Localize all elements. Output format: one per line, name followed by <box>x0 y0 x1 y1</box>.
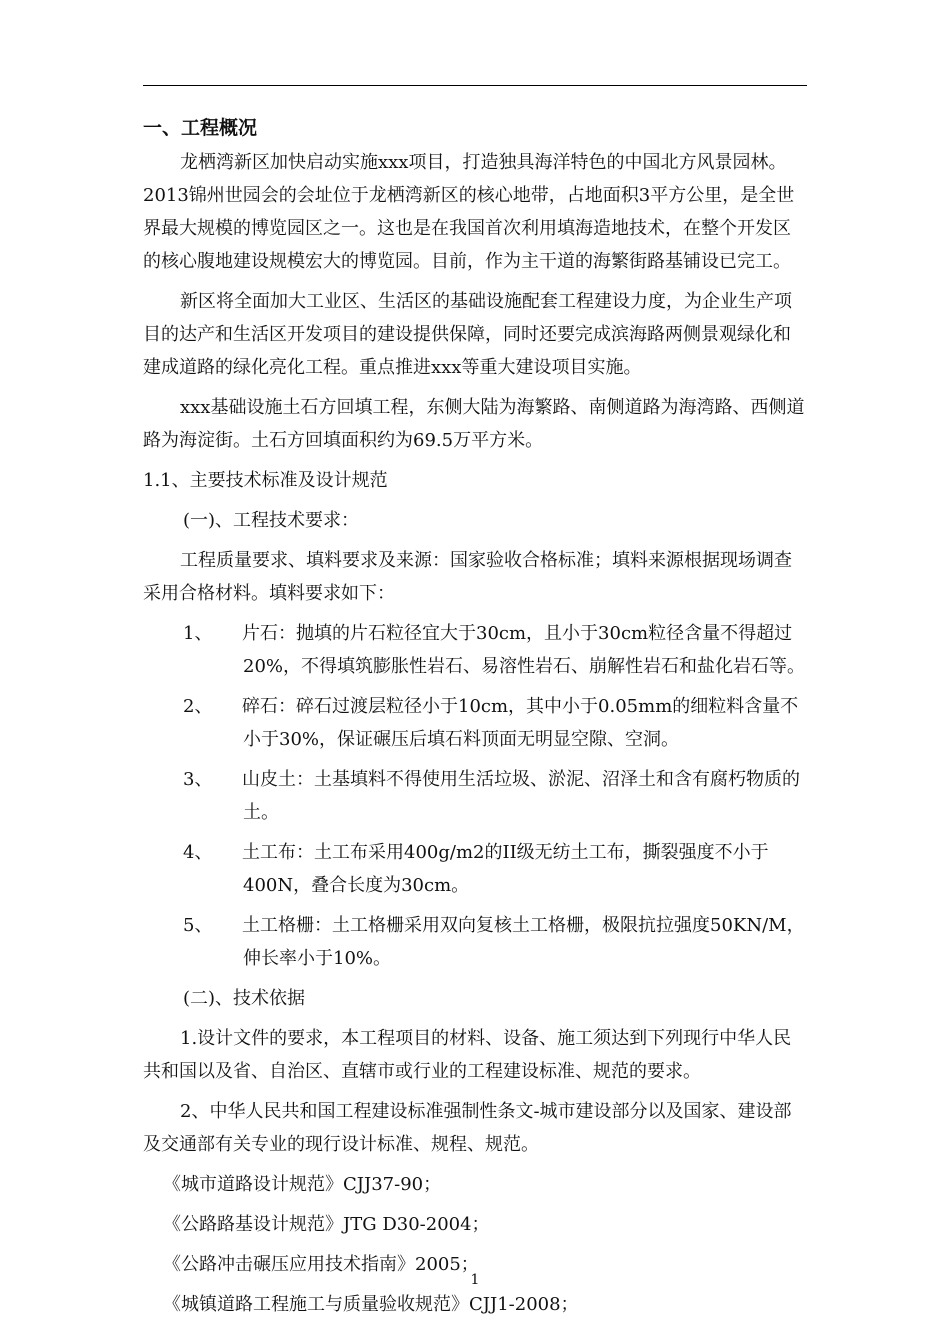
paragraph-newzone: 新区将全面加大工业区、生活区的基础设施配套工程建设力度，为企业生产项目的达产和生活区开发项目的建设提供保障，同时还要完成滨海路两侧景观绿化和建成道路的绿化亮化工程。重点推进xxx等重大建设项目实施。 <box>143 291 792 378</box>
list-item-number: 5、 <box>183 915 213 936</box>
list-item <box>143 836 807 902</box>
list-item-text: 土工格栅：土工格栅采用双向复核土工格栅，极限抗拉强度50KN/M，伸长率小于10%。 <box>242 915 805 969</box>
header-rule <box>143 85 807 86</box>
paragraph-overview: 龙栖湾新区加快启动实施xxx项目，打造独具海洋特色的中国北方风景园林。2013锦州世园会的会址位于龙栖湾新区的核心地带，占地面积3平方公里，是全世界最大规模的博览园区之一。这也是在我国首次利用填海造地技术，在整个开发区的核心腹地建设规模宏大的博览园。目前，作为主干道的海繁街路基铺设已完工。 <box>143 152 795 272</box>
reference-item: 《城市道路设计规范》CJJ37-90； <box>163 1174 442 1195</box>
list-item <box>143 763 807 829</box>
reference-item: 《公路冲击碾压应用技术指南》2005； <box>163 1254 479 1275</box>
part2-title: (二)、技术依据 <box>183 988 306 1009</box>
list-item <box>143 617 807 683</box>
basis-paragraph: 1.设计文件的要求，本工程项目的材料、设备、施工须达到下列现行中华人民共和国以及省、自治区、直辖市或行业的工程建设标准、规范的要求。 <box>143 1028 792 1082</box>
list-item-number: 3、 <box>183 769 213 790</box>
basis-paragraph: 2、中华人民共和国工程建设标准强制性条文-城市建设部分以及国家、建设部及交通部有关专业的现行设计标准、规程、规范。 <box>143 1101 792 1155</box>
subsection-heading: 1.1、主要技术标准及设计规范 <box>143 470 388 491</box>
list-item-number: 1、 <box>183 623 213 644</box>
reference-item: 《城镇道路工程施工与质量验收规范》CJJ1-2008； <box>163 1294 579 1315</box>
part1-title: (一)、工程技术要求： <box>183 510 360 531</box>
list-item-number: 4、 <box>183 842 213 863</box>
list-item <box>143 690 807 756</box>
list-item-text: 山皮土：土基填料不得使用生活垃圾、淤泥、沼泽土和含有腐朽物质的土。 <box>242 769 800 823</box>
list-item-text: 片石：抛填的片石粒径宜大于30cm，且小于30cm粒径含量不得超过20%，不得填筑膨胀性岩石、易溶性岩石、崩解性岩石和盐化岩石等。 <box>242 623 806 677</box>
list-item-text: 土工布：土工布采用400g/m2的II级无纺土工布，撕裂强度不小于400N，叠合长度为30cm。 <box>242 842 769 896</box>
section-heading: 一、工程概况 <box>143 117 258 139</box>
document-body <box>143 112 807 1328</box>
list-item <box>143 909 807 975</box>
reference-item: 《公路路基设计规范》JTG D30-2004； <box>163 1214 490 1235</box>
part1-intro: 工程质量要求、填料要求及来源：国家验收合格标准；填料来源根据现场调查采用合格材料。填料要求如下： <box>143 550 792 604</box>
paragraph-project: xxx基础设施土石方回填工程，东侧大陆为海繁路、南侧道路为海湾路、西侧道路为海淀街。土石方回填面积约为69.5万平方米。 <box>143 397 805 451</box>
page-number: 1 <box>470 1272 480 1288</box>
list-item-text: 碎石：碎石过渡层粒径小于10cm，其中小于0.05mm的细粒料含量不小于30%，保证碾压后填石料顶面无明显空隙、空洞。 <box>242 696 799 750</box>
list-item-number: 2、 <box>183 696 213 717</box>
